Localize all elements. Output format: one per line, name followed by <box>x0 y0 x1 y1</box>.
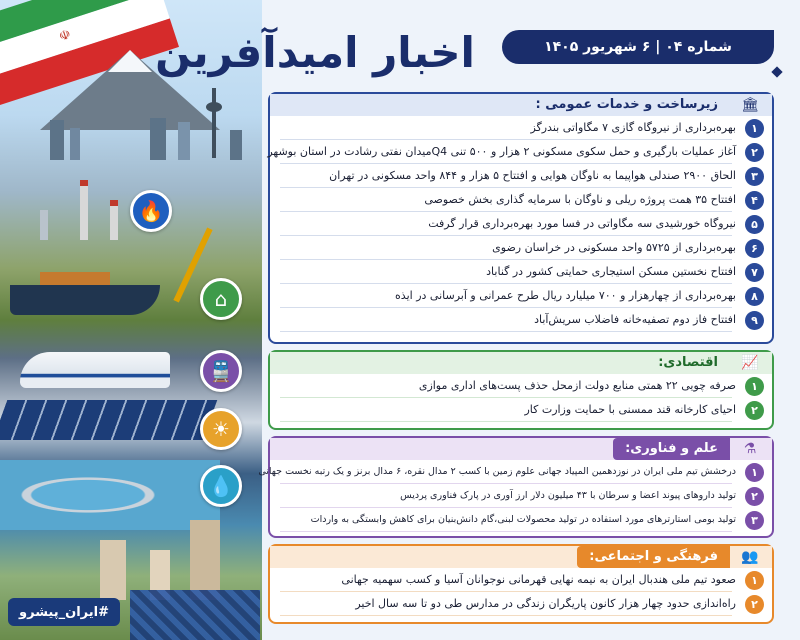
decorative-tile-pattern <box>130 590 260 640</box>
refinery-illustration <box>20 170 200 240</box>
item-text: تولید بومی استارترهای مورد استفاده در تولید محصولات لبنی،گام دانش‌بنیان برای کاهش وابستگی به واردات <box>310 514 736 525</box>
section-science <box>258 436 774 538</box>
home-icon: ⌂ <box>200 278 242 320</box>
skyscraper <box>70 128 80 160</box>
item-text: بهره‌برداری از چهارهزار و ۷۰۰ میلیارد ریال طرح عمرانی و آبرسانی در ایذه <box>395 289 736 302</box>
item-text: احیای کارخانه قند ممسنی با حمایت وزارت کار <box>524 403 736 416</box>
item-text: افتتاح فاز دوم تصفیه‌خانه فاضلاب سریش‌آباد <box>534 313 736 326</box>
list-item <box>270 188 772 212</box>
water-treatment-illustration <box>0 460 220 530</box>
item-number-badge: ۲ <box>745 595 764 614</box>
skyscraper <box>50 120 64 160</box>
list-item <box>270 116 772 140</box>
item-number-badge: ۱ <box>745 377 764 396</box>
sun-icon: ☀ <box>200 408 242 450</box>
item-number-badge: ۱ <box>745 571 764 590</box>
chart-growth-icon: 📈 <box>741 355 759 371</box>
item-number-badge: ۷ <box>745 263 764 282</box>
section-header <box>270 438 772 460</box>
list-item <box>270 284 772 308</box>
item-text: صعود تیم ملی هندبال ایران به نیمه نهایی قهرمانی نوجوانان آسیا و کسب سهمیه جهانی <box>341 573 736 586</box>
section-title: فرهنگی و اجتماعی: <box>577 546 730 568</box>
item-text: بهره‌برداری از نیروگاه گازی ۷ مگاواتی بندرگز <box>530 121 736 134</box>
skyscraper <box>178 122 190 160</box>
list-item <box>270 508 772 532</box>
section-header <box>270 546 772 568</box>
train-illustration <box>20 352 170 388</box>
item-number-badge: ۲ <box>745 487 764 506</box>
apartment-building <box>190 520 220 600</box>
item-text: درخشش تیم ملی ایران در نوزدهمین المپیاد جهانی علوم زمین با کسب ۲ مدال نقره، ۶ مدال برنز و یک رتبه نخست جهانی <box>258 466 736 477</box>
list-item <box>270 398 772 422</box>
train-icon: 🚆 <box>200 350 242 392</box>
item-text: صرفه چویی ۲۲ همتی منابع دولت ازمحل حذف پست‌های اداری موازی <box>418 379 736 392</box>
list-item <box>270 374 772 398</box>
item-number-badge: ۱ <box>745 463 764 482</box>
decorative-dot <box>771 66 782 77</box>
skyscraper <box>230 130 242 160</box>
people-icon: 👥 <box>741 549 759 565</box>
section-title: علم و فناوری: <box>613 438 730 460</box>
water-drop-icon: 💧 <box>200 465 242 507</box>
list-item <box>270 568 772 592</box>
issue-badge: شماره ۰۴ | ۶ شهریور ۱۴۰۵ <box>502 30 774 64</box>
row-divider <box>280 331 732 332</box>
list-item <box>270 308 772 332</box>
section-title: زیرساخت و خدمات عمومی : <box>535 97 718 112</box>
flame-icon: 🔥 <box>130 190 172 232</box>
section-culture <box>268 544 774 624</box>
item-number-badge: ۹ <box>745 311 764 330</box>
section-header <box>270 94 772 116</box>
platform-illustration <box>40 272 110 286</box>
row-divider <box>280 531 732 532</box>
skyscraper <box>150 118 166 160</box>
item-number-badge: ۲ <box>745 143 764 162</box>
apartment-building <box>100 540 126 600</box>
item-number-badge: ۸ <box>745 287 764 306</box>
item-number-badge: ۳ <box>745 167 764 186</box>
list-item <box>267 140 772 164</box>
item-text: افتتاح ۳۵ همت پروژه ریلی و ناوگان با سرمایه گذاری بخش خصوصی <box>424 193 736 206</box>
item-text: الحاق ۲۹۰۰ صندلی هواپیما به ناوگان هوایی و افتتاح ۵ هزار و ۸۴۴ واحد مسکونی در تهران <box>329 169 736 182</box>
row-divider <box>280 421 732 422</box>
item-text: راه‌اندازی حدود چهار هزار کانون پاریگران زندگی در مدارس طی دو تا سه سال اخیر <box>355 597 736 610</box>
list-item <box>258 460 772 484</box>
item-text: افتتاح نخستین مسکن استیجاری حمایتی کشور در گناباد <box>486 265 736 278</box>
milad-tower <box>212 88 216 158</box>
list-item <box>270 260 772 284</box>
section-header <box>270 352 772 374</box>
item-number-badge: ۱ <box>745 119 764 138</box>
item-text: تولید داروهای پیوند اعضا و سرطان با ۴۳ میلیون دلار ارز آوری در پارک فناوری پردیس <box>400 490 736 501</box>
collage-illustration <box>0 0 262 640</box>
milad-tower-top <box>206 102 222 112</box>
list-item <box>270 236 772 260</box>
page-title: اخبار امیدآفرین <box>155 28 475 77</box>
solar-panels-illustration <box>0 400 217 440</box>
list-item <box>270 212 772 236</box>
flask-icon: ⚗ <box>743 441 757 457</box>
item-number-badge: ۲ <box>745 401 764 420</box>
list-item <box>270 592 772 616</box>
item-text: بهره‌برداری از ۵۷۲۵ واحد مسکونی در خراسان رضوی <box>492 241 736 254</box>
item-number-badge: ۵ <box>745 215 764 234</box>
emblem-icon: ☫ <box>57 27 73 46</box>
section-economic <box>268 350 774 430</box>
item-number-badge: ۴ <box>745 191 764 210</box>
hashtag-badge: #ایران_پیشرو <box>8 598 120 626</box>
section-title: اقتصادی: <box>658 355 718 370</box>
list-item <box>270 484 772 508</box>
item-number-badge: ۶ <box>745 239 764 258</box>
section-infrastructure <box>268 92 774 344</box>
list-item <box>270 164 772 188</box>
item-number-badge: ۳ <box>745 511 764 530</box>
item-text: نیروگاه خورشیدی سه مگاواتی در فسا مورد بهره‌برداری قرار گرفت <box>428 217 736 230</box>
ship-illustration <box>10 285 160 315</box>
government-building-icon: 🏛 <box>741 97 759 113</box>
row-divider <box>280 615 732 616</box>
item-text: آغاز عملیات بارگیری و حمل سکوی مسکونی ۲ هزار و ۵۰۰ تنی Q4میدان نفتی رشادت در استان بوشهر <box>267 145 736 158</box>
